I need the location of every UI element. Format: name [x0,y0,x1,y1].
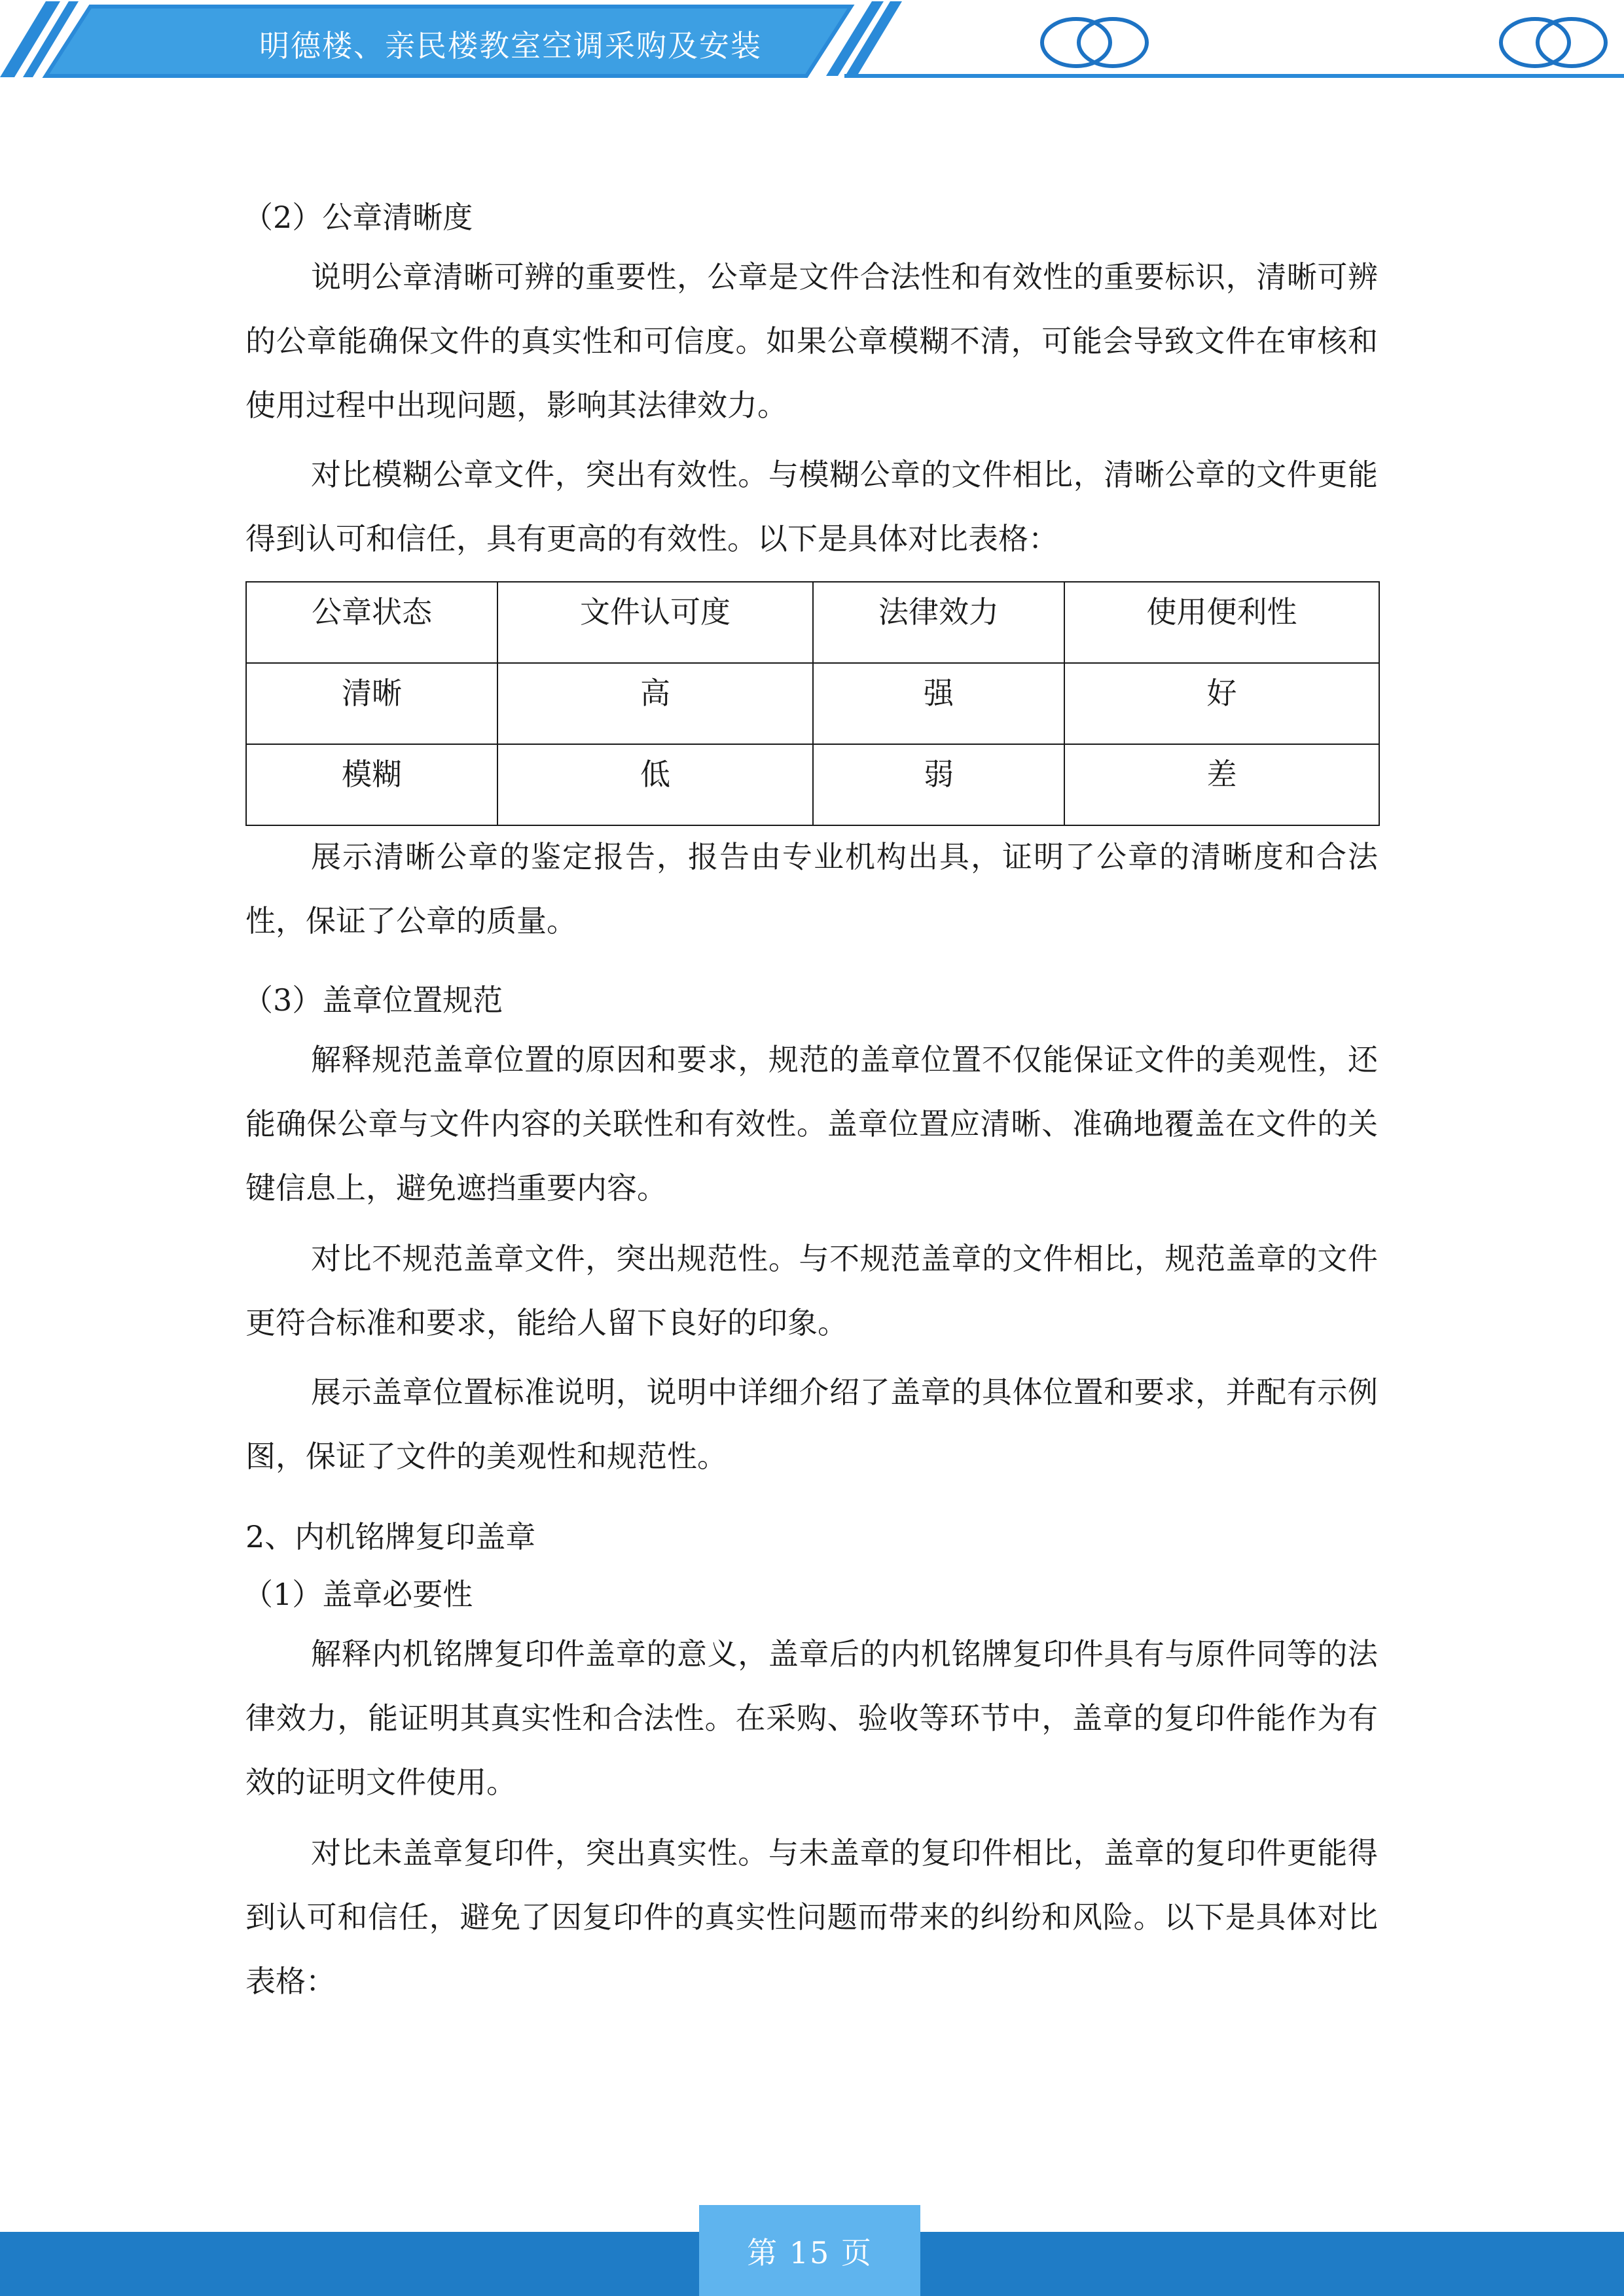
table-header-cell: 法律效力 [813,582,1064,663]
paragraph: 对比未盖章复印件，突出真实性。与未盖章的复印件相比，盖章的复印件更能得到认可和信任，避免了因复印件的真实性问题而带来的纠纷和风险。以下是具体对比表格： [245,1835,1378,1999]
table-cell: 弱 [813,744,1064,825]
table-cell: 清晰 [246,663,497,744]
table-cell: 模糊 [246,744,497,825]
document-title: 明德楼、亲民楼教室空调采购及安装 [259,28,762,63]
section-heading-seal-clarity: （2）公章清晰度 [243,200,473,235]
table-header-cell: 文件认可度 [497,582,813,663]
page-number: 第 15 页 [699,2205,920,2296]
table-cell: 低 [497,744,813,825]
table-header-row [246,582,1379,663]
rings-logo-right-icon [1494,13,1612,72]
rings-logo-left-icon [1036,13,1153,72]
table-cell: 差 [1064,744,1379,825]
paragraph: 展示清晰公章的鉴定报告，报告由专业机构出具，证明了公章的清晰度和合法性，保证了公章的质量。 [245,839,1378,939]
paragraph: 对比模糊公章文件，突出有效性。与模糊公章的文件相比，清晰公章的文件更能得到认可和信任，具有更高的有效性。以下是具体对比表格： [245,457,1378,556]
table-row [246,663,1379,744]
section-heading-seal-necessity: （1）盖章必要性 [243,1577,473,1612]
paragraph: 说明公章清晰可辨的重要性，公章是文件合法性和有效性的重要标识，清晰可辨的公章能确保文件的真实性和可信度。如果公章模糊不清，可能会导致文件在审核和使用过程中出现问题，影响其法律效力。 [245,259,1378,423]
table-header-cell: 公章状态 [246,582,497,663]
paragraph: 展示盖章位置标准说明，说明中详细介绍了盖章的具体位置和要求，并配有示例图，保证了文件的美观性和规范性。 [245,1374,1378,1474]
table-header-cell: 使用便利性 [1064,582,1379,663]
seal-clarity-comparison-table [245,581,1380,826]
table-cell: 好 [1064,663,1379,744]
page-header [0,0,1624,85]
table-cell: 强 [813,663,1064,744]
part-heading-nameplate-copy: 2、内机铭牌复印盖章 [245,1519,536,1554]
table-cell: 高 [497,663,813,744]
paragraph: 对比不规范盖章文件，突出规范性。与不规范盖章的文件相比，规范盖章的文件更符合标准和要求，能给人留下良好的印象。 [245,1241,1378,1340]
paragraph: 解释规范盖章位置的原因和要求，规范的盖章位置不仅能保证文件的美观性，还能确保公章与文件内容的关联性和有效性。盖章位置应清晰、准确地覆盖在文件的关键信息上，避免遮挡重要内容。 [245,1042,1378,1206]
table-row [246,744,1379,825]
section-heading-seal-position: （3）盖章位置规范 [243,982,503,1018]
paragraph: 解释内机铭牌复印件盖章的意义，盖章后的内机铭牌复印件具有与原件同等的法律效力，能证明其真实性和合法性。在采购、验收等环节中，盖章的复印件能作为有效的证明文件使用。 [245,1636,1378,1800]
